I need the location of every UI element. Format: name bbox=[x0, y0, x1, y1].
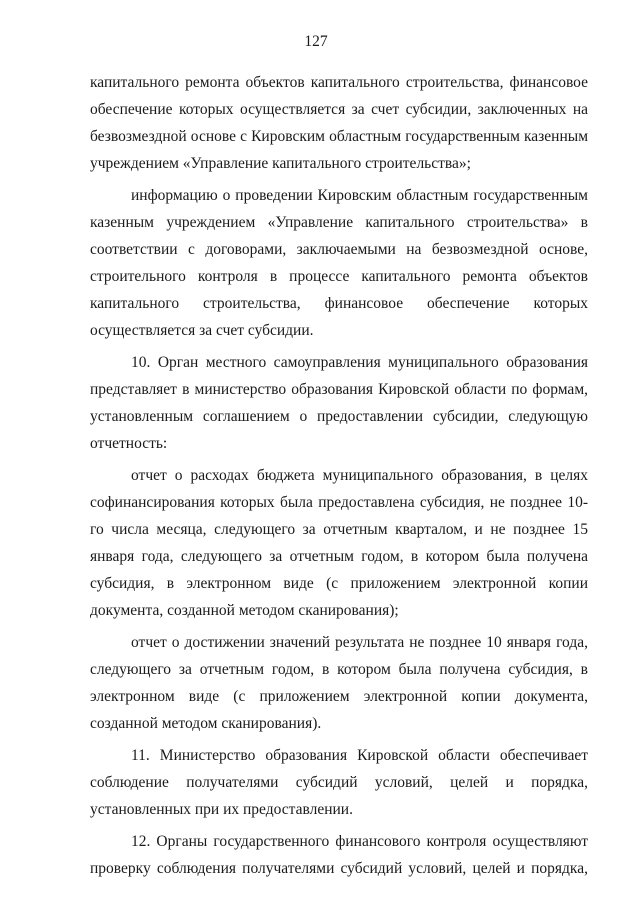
paragraph-result-report: отчет о достижении значений результата не позднее 10 января года, следующего за отчетным годом, в котором была получена субсидия, в электронном виде (с приложением электронной копии документа, созданной методом сканирования). bbox=[90, 634, 588, 732]
document-body bbox=[90, 69, 588, 882]
page-number: 127 bbox=[304, 33, 328, 50]
paragraph-continuation: капитального ремонта объектов капитального строительства, финансовое обеспечение которых осуществляется за счет субсидии, заключенных на безвозмездной основе с Кировским областным государственным казенным учреждением «Управление капитального строительства»; bbox=[90, 74, 588, 172]
paragraph-construction-control: информацию о проведении Кировским областным государственным казенным учреждением «Управление капитального строительства» в соответствии с договорами, заключаемыми на безвозмездной основе, строительного контроля в процессе капитального ремонта объектов капитального строительства, финансовое обеспечение которых осуществляется за счет субсидии. bbox=[90, 187, 588, 339]
paragraph-budget-report: отчет о расходах бюджета муниципального образования, в целях софинансирования которых была предоставлена субсидия, не позднее 10-го числа месяца, следующего за отчетным кварталом, и не позднее 15 января года, следующего за отчетным годом, в котором была получена субсидия, в электронном виде (с приложением электронной копии документа, созданной методом сканирования); bbox=[90, 467, 588, 619]
paragraph-item-12: 12. Органы государственного финансового контроля осуществляют проверку соблюдения получателями субсидий условий, целей и порядка, bbox=[90, 833, 588, 877]
paragraph-item-11: 11. Министерство образования Кировской области обеспечивает соблюдение получателями субсидий условий, целей и порядка, установленных при их предоставлении. bbox=[90, 747, 588, 818]
paragraph-item-10: 10. Орган местного самоуправления муниципального образования представляет в министерство образования Кировской области по формам, установленным соглашением о предоставлении субсидии, следующую отчетность: bbox=[90, 354, 588, 452]
